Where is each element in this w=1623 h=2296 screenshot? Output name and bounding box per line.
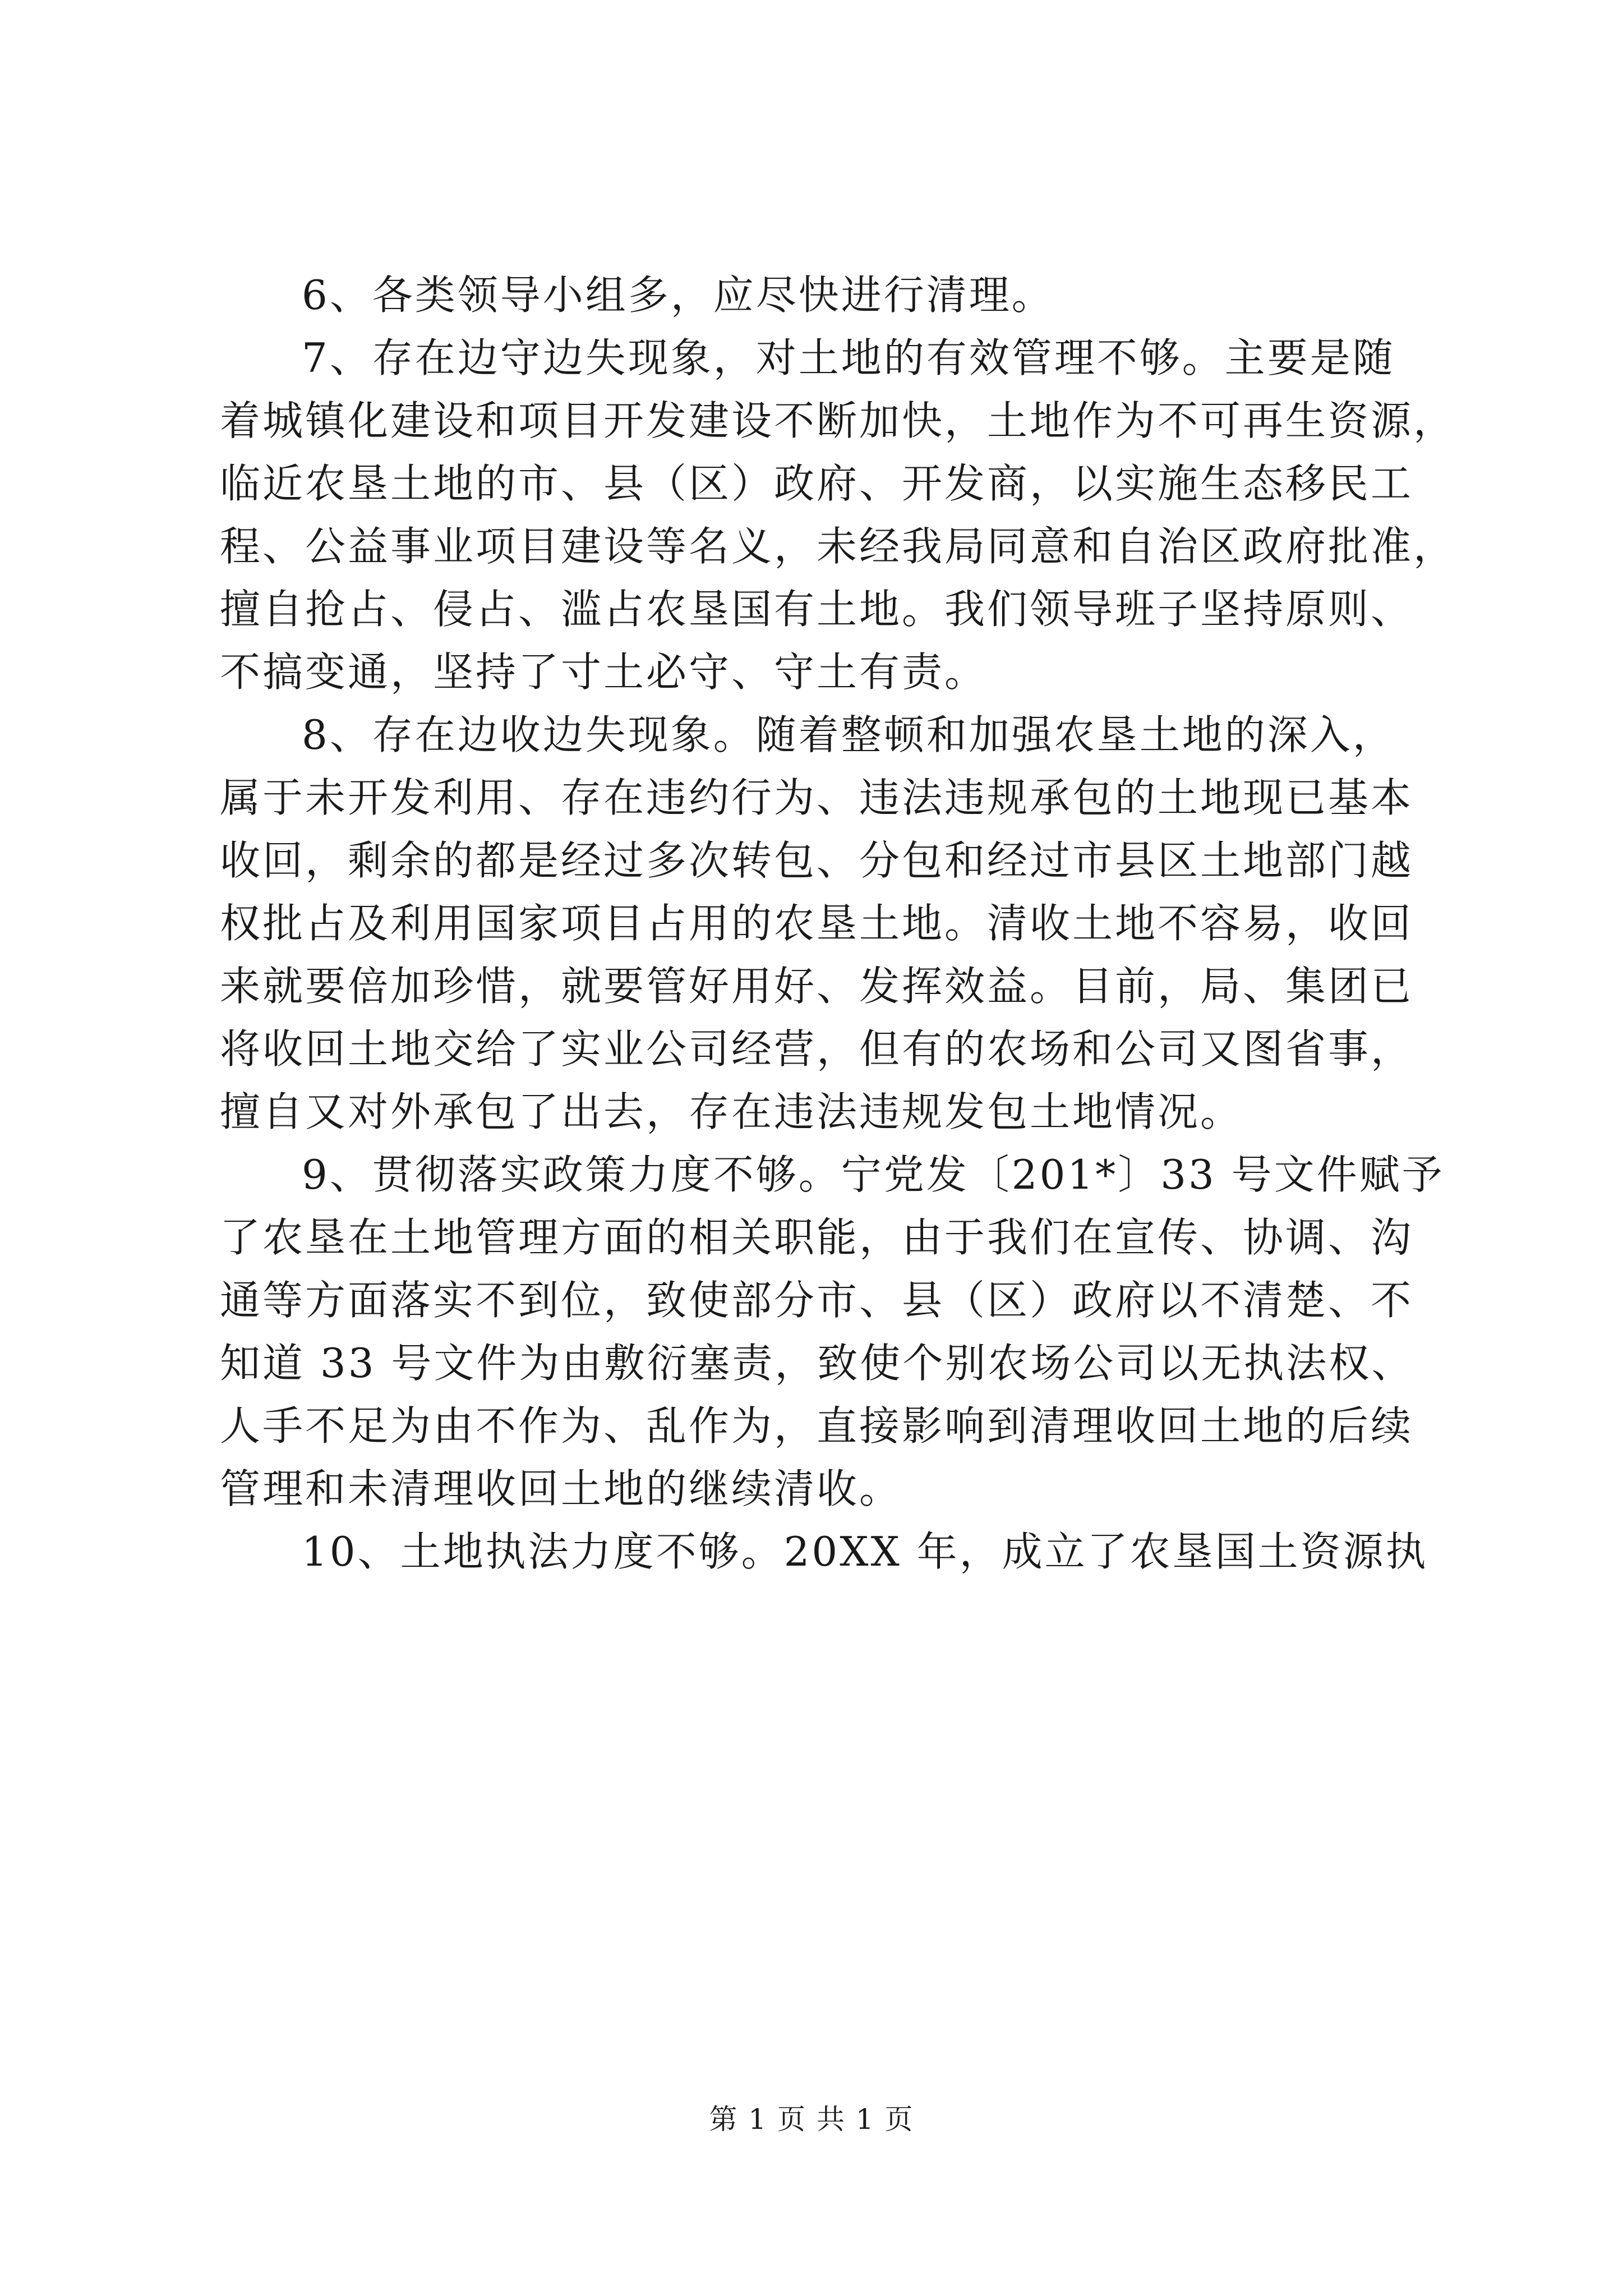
text-line: 程、公益事业项目建设等名义，未经我局同意和自治区政府批准，	[220, 523, 1456, 570]
text-line: 知道 33 号文件为由敷衍塞责，致使个别农场公司以无执法权、	[220, 1340, 1414, 1387]
text-line: 人手不足为由不作为、乱作为，直接影响到清理收回土地的后续	[220, 1402, 1414, 1450]
text-line: 了农垦在土地管理方面的相关职能，由于我们在宣传、协调、沟	[220, 1214, 1414, 1261]
text-line: 10、土地执法力度不够。20XX 年，成立了农垦国土资源执	[302, 1528, 1428, 1575]
text-line: 9、贯彻落实政策力度不够。宁党发〔201*〕33 号文件赋予	[302, 1151, 1445, 1198]
text-line: 通等方面落实不到位，致使部分市、县（区）政府以不清楚、不	[220, 1277, 1414, 1324]
paragraph-10	[220, 1520, 1448, 1583]
text-line: 收回，剩余的都是经过多次转包、分包和经过市县区土地部门越	[220, 837, 1414, 884]
text-line: 管理和未清理收回土地的继续清收。	[220, 1465, 902, 1512]
text-line: 7、存在边守边失现象，对土地的有效管理不够。主要是随	[302, 334, 1395, 381]
text-line: 8、存在边收边失现象。随着整顿和加强农垦土地的深入，	[302, 711, 1395, 758]
text-line: 临近农垦土地的市、县（区）政府、开发商，以实施生态移民工	[220, 460, 1414, 507]
text-line: 将收回土地交给了实业公司经营，但有的农场和公司又图省事，	[220, 1025, 1414, 1073]
text-line: 擅自抢占、侵占、滥占农垦国有土地。我们领导班子坚持原则、	[220, 586, 1414, 633]
text-line: 着城镇化建设和项目开发建设不断加快，土地作为不可再生资源，	[220, 397, 1456, 444]
document-body	[220, 264, 1456, 1583]
text-line: 擅自又对外承包了出去，存在违法违规发包土地情况。	[220, 1088, 1243, 1135]
paragraph-9	[220, 1143, 1448, 1520]
text-line: 属于未开发利用、存在违约行为、违法违规承包的土地现已基本	[220, 774, 1414, 821]
text-line: 权批占及利用国家项目占用的农垦土地。清收土地不容易，收回	[220, 900, 1414, 947]
text-line: 不搞变通，坚持了寸土必守、守土有责。	[220, 648, 988, 696]
text-line: 来就要倍加珍惜，就要管好用好、发挥效益。目前，局、集团已	[220, 963, 1414, 1010]
text-line: 6、各类领导小组多，应尽快进行清理。	[302, 272, 1054, 319]
paragraph-8	[220, 703, 1448, 1143]
paragraph-7	[220, 326, 1456, 703]
paragraph-6	[220, 264, 1448, 326]
page-footer: 第 1 页 共 1 页	[709, 2103, 914, 2136]
